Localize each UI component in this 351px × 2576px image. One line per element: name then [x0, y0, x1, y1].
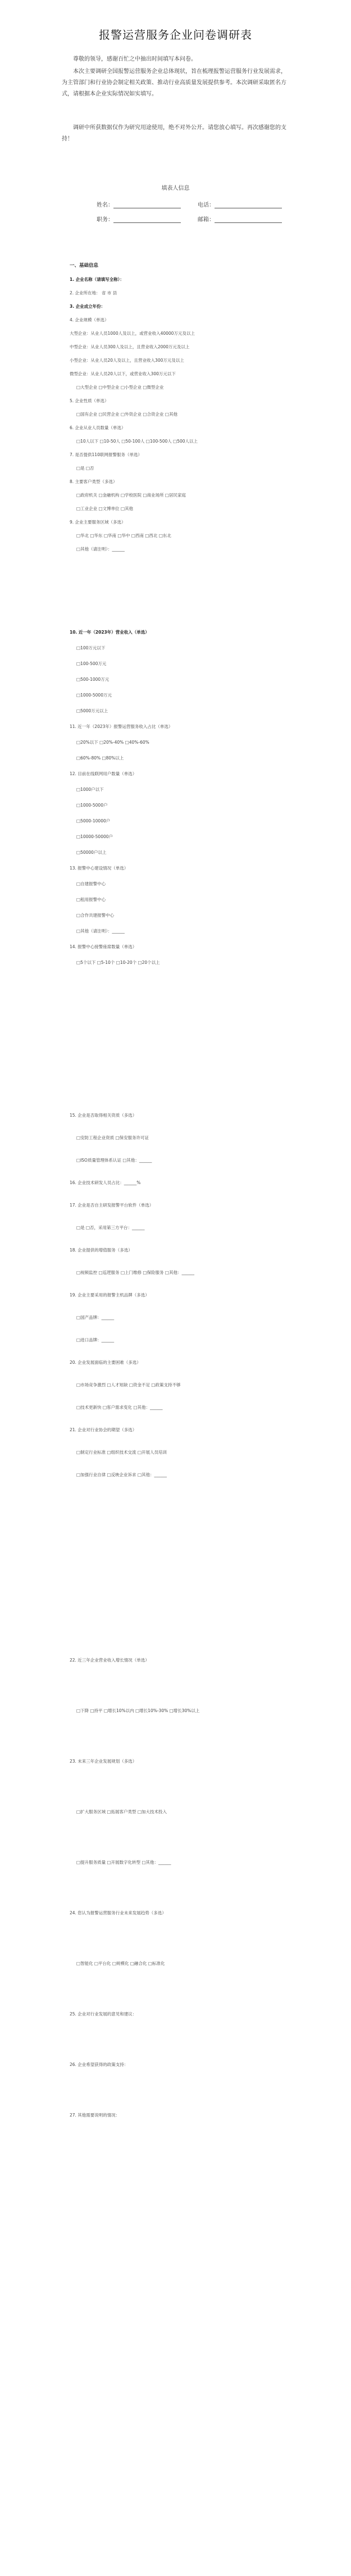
option-row[interactable]: □加强行业自律 □反映企业诉求 □其他：______ — [76, 1472, 167, 1477]
question-line: 18. 企业提供的增值服务（多选） — [70, 1248, 133, 1253]
question-line: 25. 企业对行业发展的意见和建议： — [70, 2011, 137, 2017]
option-row[interactable]: □合作共建报警中心 — [76, 913, 115, 918]
question-line: 17. 企业是否自主研发报警平台软件（单选） — [70, 1203, 154, 1208]
question-line: 27. 其他需要说明的情况： — [70, 2113, 120, 2118]
option-row[interactable]: □ISO质量管理体系认证 □其他：______ — [76, 1158, 152, 1163]
filler-position-label: 职务： — [97, 217, 113, 223]
filler-position-row — [97, 215, 181, 223]
question-line: 20. 企业发展面临的主要困难（多选） — [70, 1360, 141, 1365]
option-row[interactable]: □大型企业 □中型企业 □小型企业 □微型企业 — [76, 385, 164, 390]
option-row[interactable]: □市场竞争激烈 □人才短缺 □资金不足 □政策支持不够 — [76, 1382, 181, 1387]
option-row[interactable]: □下降 □持平 □增长10%以内 □增长10%-30% □增长30%以上 — [76, 1708, 200, 1713]
option-row[interactable]: □10人以下 □10-50人 □50-100人 □100-500人 □500人以上 — [76, 439, 198, 444]
option-row[interactable]: □5000-10000户 — [76, 818, 111, 823]
option-row[interactable]: □安防工程企业资质 □保安服务许可证 — [76, 1135, 149, 1140]
option-row[interactable]: □20%以下 □20%-40% □40%-60% — [76, 740, 149, 745]
option-row[interactable]: □5个以下 □5-10个 □10-20个 □20个以上 — [76, 960, 160, 965]
filler-name-label: 姓名： — [97, 202, 113, 208]
question-line: 15. 企业是否取得相关资质（多选） — [70, 1113, 137, 1118]
option-row[interactable]: □100万元以下 — [76, 645, 106, 650]
filler-heading: 填表人信息 — [161, 185, 190, 192]
filler-email-label: 邮箱： — [198, 217, 215, 223]
question-line: 3. 企业成立年份： — [70, 304, 106, 309]
question-line: 6. 企业从业人员数量（单选） — [70, 425, 126, 430]
question-line: 10. 近一年（2023年）营业收入（单选） — [70, 630, 149, 635]
intro-paragraph-2: 调研中所获数据仅作为研究用途使用，绝不对外公开。请您放心填写。再次感谢您的支持！ — [62, 125, 286, 142]
option-row[interactable]: □10000-50000户 — [76, 834, 113, 839]
option-row[interactable]: □扩大服务区域 □拓展客户类型 □加大技术投入 — [76, 1809, 167, 1814]
option-row[interactable]: □60%-80% □80%以上 — [76, 755, 124, 761]
page-title: 报警运营服务企业问卷调研表 — [99, 28, 252, 42]
filler-name-field[interactable] — [113, 201, 181, 208]
option-row[interactable]: □5000万元以上 — [76, 708, 108, 713]
option-row[interactable]: □1000-5000户 — [76, 803, 108, 808]
filler-name-row — [97, 200, 181, 208]
option-row[interactable]: □500-1000万元 — [76, 677, 110, 682]
question-line: 13. 报警中心建设情况（单选） — [70, 866, 129, 871]
filler-position-field[interactable] — [113, 216, 181, 223]
option-row[interactable]: □华北 □华东 □华南 □华中 □西南 □西北 □东北 — [76, 533, 171, 538]
intro-greeting: 尊敬的领导，感谢百忙之中抽出时间填写本问卷。 — [73, 56, 197, 62]
option-row[interactable]: □是 □否 — [76, 466, 94, 471]
question-line: 1. 企业名称（请填写全称）： — [70, 277, 124, 282]
question-line: 大型企业：从业人员1000人及以上，或营业收入40000万元及以上 — [70, 331, 195, 336]
option-row[interactable]: □视频监控 □巡逻服务 □上门维修 □保险服务 □其他：______ — [76, 1270, 194, 1275]
option-row[interactable]: □自建报警中心 — [76, 881, 106, 886]
option-row[interactable]: □智能化 □平台化 □规模化 □融合化 □标准化 — [76, 1961, 165, 1966]
question-line: 23. 未来三年企业发展规划（多选） — [70, 1759, 137, 1764]
option-row[interactable]: □进口品牌：______ — [76, 1337, 115, 1342]
option-row[interactable]: □1000-5000万元 — [76, 693, 112, 698]
filler-phone-label: 电话： — [198, 202, 215, 208]
option-row[interactable]: □工业企业 □文博单位 □其他 — [76, 506, 134, 511]
option-row[interactable]: □政府机关 □金融机构 □学校医院 □商业场所 □居民家庭 — [76, 493, 186, 498]
filler-email-field[interactable] — [215, 216, 282, 223]
question-line: 22. 近三年企业营业收入增长情况（单选） — [70, 1658, 149, 1663]
question-line: 14. 报警中心接警座席数量（单选） — [70, 944, 137, 949]
option-row[interactable]: □国产品牌：______ — [76, 1315, 115, 1320]
question-line: 8. 主要客户类型（多选） — [70, 479, 117, 484]
question-line: 7. 是否提供110联网报警服务（单选） — [70, 452, 142, 457]
question-line: 12. 目前在线联网用户数量（单选） — [70, 771, 137, 776]
question-line: 26. 企业希望获得的政策支持： — [70, 2062, 129, 2067]
question-line: 小型企业：从业人员20人及以上，且营业收入300万元及以上 — [70, 358, 184, 363]
option-row[interactable]: □是 □否，采用第三方平台：______ — [76, 1225, 145, 1230]
option-row[interactable]: □提升服务质量 □开展数字化转型 □其他：______ — [76, 1860, 171, 1865]
question-line: 中型企业：从业人员300人及以上，且营业收入2000万元及以上 — [70, 344, 190, 349]
question-line: 5. 企业性质（单选） — [70, 398, 109, 403]
option-row[interactable]: □其他（请注明）：______ — [76, 547, 125, 552]
option-row[interactable]: □技术更新快 □客户需求变化 □其他：______ — [76, 1405, 163, 1410]
question-line: 24. 您认为报警运营服务行业未来发展趋势（多选） — [70, 1910, 166, 1915]
option-row[interactable]: □国有企业 □民营企业 □外资企业 □合资企业 □其他 — [76, 412, 177, 417]
intro-paragraph-1: 本次主要调研全国报警运营服务企业总体现状，旨在梳理报警运营服务行业发展需求，为主管部门和行业协会制定相关政策、推动行业高质量发展提供参考。本次调研采取匿名方式，请根据本企业实际情况如实填写。 — [62, 69, 286, 97]
option-row[interactable]: □50000户以上 — [76, 850, 107, 855]
question-line: 16. 企业技术研发人员占比：______% — [70, 1180, 141, 1185]
question-line: 21. 企业对行业协会的期望（多选） — [70, 1427, 137, 1432]
section-1-heading: 一、基础信息 — [70, 263, 99, 268]
question-line: 4. 企业规模（单选） — [70, 317, 109, 322]
question-line: 19. 企业主要采用的报警主机品牌（多选） — [70, 1292, 149, 1298]
option-row[interactable]: □100-500万元 — [76, 661, 107, 666]
option-row[interactable]: □其他（请注明）：______ — [76, 929, 125, 934]
question-line: 微型企业：从业人员20人以下，或营业收入300万元以下 — [70, 371, 176, 376]
option-row[interactable]: □1000户以下 — [76, 787, 104, 792]
option-row[interactable]: □制定行业标准 □组织技术交流 □开展人员培训 — [76, 1450, 167, 1455]
filler-phone-field[interactable] — [215, 201, 282, 208]
question-line: 11. 近一年（2023年）报警运营服务收入占比（单选） — [70, 724, 173, 729]
option-row[interactable]: □租用报警中心 — [76, 897, 106, 902]
filler-email-row — [198, 215, 282, 223]
question-line: 2. 企业所在地： 省 市 县 — [70, 290, 117, 295]
question-line: 9. 企业主要服务区域（多选） — [70, 520, 126, 525]
filler-phone-row — [198, 200, 282, 208]
